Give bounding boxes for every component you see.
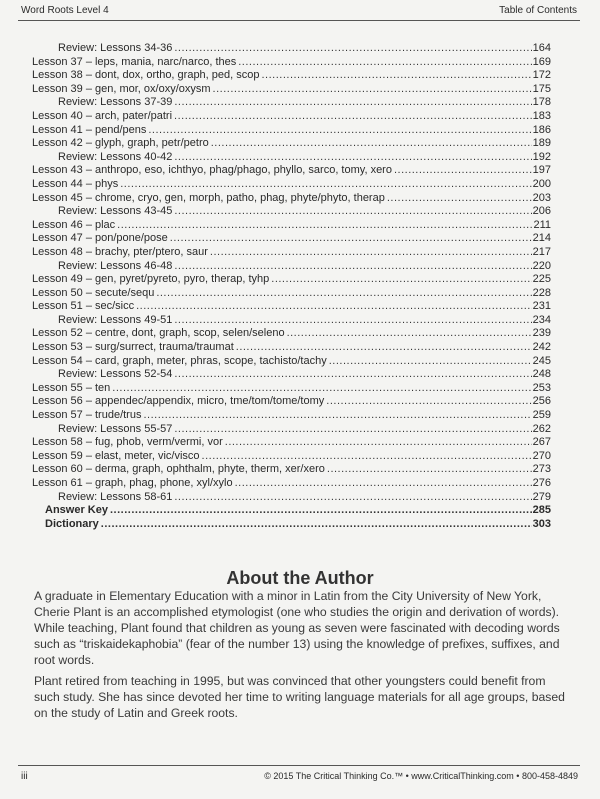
toc-review-row	[32, 314, 551, 328]
toc-row	[32, 355, 551, 369]
toc-entry-label: Review: Lessons 55-57	[58, 422, 173, 435]
toc-row	[32, 287, 551, 301]
toc-leader-dots	[262, 69, 532, 83]
toc-leader-dots	[225, 436, 532, 450]
toc-page-number: 279	[532, 490, 551, 503]
about-heading: About the Author	[226, 568, 374, 588]
toc-leader-dots	[143, 409, 531, 423]
toc-page-number: 248	[532, 368, 551, 381]
toc-entry-label: Lesson 44 – phys	[32, 177, 119, 190]
toc-review-row	[32, 368, 551, 382]
toc-row	[32, 382, 551, 396]
toc-entry-label: Review: Lessons 43-45	[58, 205, 173, 218]
toc-entry-label: Lesson 48 – brachy, pter/ptero, saur	[32, 245, 208, 258]
toc-leader-dots	[329, 355, 532, 369]
toc-leader-dots	[174, 314, 531, 328]
toc-leader-dots	[101, 518, 532, 532]
toc-row	[32, 436, 551, 450]
toc-page-number: 267	[532, 436, 551, 449]
toc-leader-dots	[174, 151, 531, 165]
toc-entry-label: Lesson 58 – fug, phob, verm/vermi, vor	[32, 436, 223, 449]
toc-entry-label: Lesson 54 – card, graph, meter, phras, scope, tachisto/tachy	[32, 354, 327, 367]
toc-leader-dots	[174, 110, 532, 124]
toc-entry-label: Lesson 55 – ten	[32, 381, 111, 394]
toc-leader-dots	[110, 504, 532, 518]
toc-page-number: 270	[532, 449, 551, 462]
toc-leader-dots	[174, 205, 531, 219]
toc-leader-dots	[148, 124, 531, 138]
toc-entry-label: Lesson 37 – leps, mania, narc/narco, thes	[32, 55, 237, 68]
toc-entry-label: Review: Lessons 52-54	[58, 368, 173, 381]
toc-row	[32, 477, 551, 491]
toc-entry-label: Review: Lessons 40-42	[58, 150, 173, 163]
toc-page-number: 175	[532, 82, 551, 95]
toc-page-number: 183	[532, 109, 551, 122]
toc-page-number: 225	[532, 273, 551, 286]
toc-leader-dots	[238, 56, 531, 70]
page-number: iii	[21, 771, 28, 782]
toc-page-number: 164	[532, 42, 551, 54]
toc-entry-label: Lesson 49 – gen, pyret/pyreto, pyro, therap, tyhp	[32, 273, 270, 286]
toc-page-number: 172	[532, 69, 551, 82]
toc-page-number: 206	[532, 205, 551, 218]
about-paragraph-1: A graduate in Elementary Education with a minor in Latin from the City University of New York, Cherie Plant is an accomplished etymologist (one who studies the origin and derivation of words). While teaching, Plant found that children as young as seven were fascinated with decoding words such as “triskaidekaphobia” (fear of the number 13) using the knowledge of prefixes, suffixes, and root words.	[34, 589, 560, 667]
toc-leader-dots	[394, 164, 532, 178]
toc-entry-label: Review: Lessons 49-51	[58, 313, 173, 326]
toc-entry-label: Lesson 51 – sec/sicc	[32, 300, 135, 313]
toc-leader-dots	[112, 382, 531, 396]
toc-row	[45, 504, 551, 518]
toc-leader-dots	[202, 450, 532, 464]
toc-entry-label: Review: Lessons 37-39	[58, 96, 173, 109]
toc-page-number: 220	[532, 259, 551, 272]
header-rule	[18, 20, 580, 21]
toc-row	[32, 300, 551, 314]
toc-page-number: 262	[532, 422, 551, 435]
toc-leader-dots	[213, 83, 532, 97]
toc-row	[32, 178, 551, 192]
toc-review-row	[32, 260, 551, 274]
toc-page-number: 231	[532, 300, 551, 313]
toc-entry-label: Review: Lessons 34-36	[58, 42, 173, 54]
toc-row	[32, 327, 551, 341]
toc-page-number: 253	[532, 381, 551, 394]
toc-leader-dots	[120, 178, 531, 192]
toc-leader-dots	[174, 423, 531, 437]
toc-entry-label: Lesson 43 – anthropo, eso, ichthyo, phag/phago, phyllo, sarco, tomy, xero	[32, 164, 392, 177]
toc-page-number: 239	[532, 327, 551, 340]
toc-row	[32, 192, 551, 206]
toc-leader-dots	[174, 96, 531, 110]
toc-page-number: 259	[532, 409, 551, 422]
toc-entry-label: Lesson 40 – arch, pater/patri	[32, 109, 173, 122]
toc-page-number: 303	[532, 517, 551, 530]
toc-entry-label: Lesson 60 – derma, graph, ophthalm, phyte, therm, xer/xero	[32, 463, 325, 476]
toc-row	[32, 69, 551, 83]
toc-entry-label: Lesson 59 – elast, meter, vic/visco	[32, 449, 200, 462]
toc-leader-dots	[211, 137, 532, 151]
toc-page-number: 192	[532, 150, 551, 163]
toc-leader-dots	[387, 192, 532, 206]
toc-leader-dots	[327, 463, 532, 477]
toc-page-number: 242	[532, 341, 551, 354]
toc-leader-dots	[170, 232, 532, 246]
toc-entry-label: Lesson 45 – chrome, cryo, gen, morph, patho, phag, phyte/phyto, therap	[32, 191, 385, 204]
toc-row	[32, 83, 551, 97]
toc-page-number: 211	[533, 218, 551, 231]
toc-page-number: 169	[532, 55, 551, 68]
running-header-title: Word Roots Level 4	[21, 5, 109, 16]
toc-entry-label: Answer Key	[45, 504, 108, 517]
toc-page-number: 228	[532, 286, 551, 299]
table-of-contents	[32, 42, 551, 531]
toc-entry-label: Lesson 53 – surg/surrect, trauma/traumat	[32, 341, 234, 354]
toc-row	[32, 219, 551, 233]
toc-row	[32, 395, 551, 409]
toc-entry-label: Lesson 57 – trude/trus	[32, 409, 142, 422]
toc-entry-label: Review: Lessons 58-61	[58, 490, 173, 503]
toc-page-number: 273	[532, 463, 551, 476]
toc-page-number: 197	[532, 164, 551, 177]
toc-page-number: 186	[532, 123, 551, 136]
copyright-line: © 2015 The Critical Thinking Co.™ • www.CriticalThinking.com • 800-458-4849	[264, 771, 578, 781]
toc-page-number: 200	[532, 177, 551, 190]
toc-leader-dots	[235, 477, 532, 491]
footer-rule	[18, 765, 580, 766]
toc-entry-label: Lesson 38 – dont, dox, ortho, graph, ped, scop	[32, 69, 260, 82]
toc-row	[32, 124, 551, 138]
toc-row	[32, 409, 551, 423]
toc-entry-label: Lesson 42 – glyph, graph, petr/petro	[32, 137, 209, 150]
toc-leader-dots	[174, 42, 531, 56]
toc-page-number: 285	[532, 504, 551, 517]
toc-leader-dots	[174, 260, 531, 274]
toc-review-row	[32, 151, 551, 165]
toc-entry-label: Lesson 39 – gen, mor, ox/oxy/oxysm	[32, 82, 211, 95]
toc-row	[32, 341, 551, 355]
toc-row	[32, 246, 551, 260]
toc-review-row	[32, 205, 551, 219]
toc-review-row	[32, 42, 551, 56]
toc-leader-dots	[117, 219, 532, 233]
toc-row	[32, 232, 551, 246]
toc-leader-dots	[136, 300, 532, 314]
toc-page-number: 203	[532, 191, 551, 204]
toc-entry-label: Lesson 41 – pend/pens	[32, 123, 147, 136]
toc-leader-dots	[174, 368, 531, 382]
toc-page-number: 217	[532, 245, 551, 258]
toc-page-number: 245	[532, 354, 551, 367]
toc-row	[32, 110, 551, 124]
toc-review-row	[32, 96, 551, 110]
toc-page-number: 234	[532, 313, 551, 326]
toc-leader-dots	[287, 327, 532, 341]
toc-row	[45, 518, 551, 532]
toc-entry-label: Lesson 47 – pon/pone/pose	[32, 232, 168, 245]
toc-leader-dots	[174, 491, 531, 505]
toc-page-number: 276	[532, 477, 551, 489]
toc-page-number: 189	[532, 137, 551, 150]
toc-page-number: 256	[532, 395, 551, 408]
toc-entry-label: Lesson 52 – centre, dont, graph, scop, selen/seleno	[32, 327, 285, 340]
toc-row	[32, 463, 551, 477]
toc-entry-label: Dictionary	[45, 517, 99, 530]
toc-row	[32, 450, 551, 464]
about-paragraph-2: Plant retired from teaching in 1995, but was convinced that other youngsters could benefit from such study. She has since devoted her time to writing language materials for all age groups, based on the study of Latin and Greek roots.	[34, 674, 565, 720]
toc-leader-dots	[271, 273, 531, 287]
toc-entry-label: Review: Lessons 46-48	[58, 259, 173, 272]
toc-row	[32, 164, 551, 178]
toc-page-number: 178	[532, 96, 551, 109]
toc-row	[32, 273, 551, 287]
toc-entry-label: Lesson 46 – plac	[32, 218, 116, 231]
toc-entry-label: Lesson 56 – appendec/appendix, micro, tme/tom/tome/tomy	[32, 395, 325, 408]
toc-entry-label: Lesson 50 – secute/sequ	[32, 286, 155, 299]
toc-review-row	[32, 491, 551, 505]
toc-review-row	[32, 423, 551, 437]
toc-leader-dots	[236, 341, 532, 355]
toc-leader-dots	[326, 395, 531, 409]
toc-leader-dots	[156, 287, 531, 301]
toc-leader-dots	[210, 246, 532, 260]
running-header-section: Table of Contents	[499, 5, 577, 16]
toc-entry-label: Lesson 61 – graph, phag, phone, xyl/xylo	[32, 477, 233, 489]
toc-page-number: 214	[532, 232, 551, 245]
toc-row	[32, 137, 551, 151]
toc-row	[32, 56, 551, 70]
